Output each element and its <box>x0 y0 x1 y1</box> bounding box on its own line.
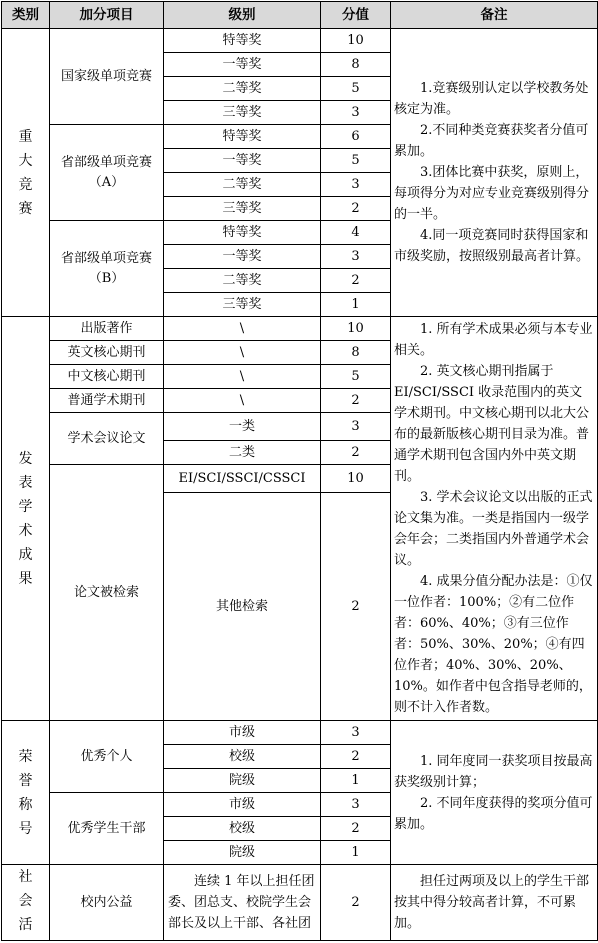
level-cell: 二等奖 <box>164 269 321 293</box>
level-cell: 一类 <box>164 413 321 441</box>
level-cell: 三等奖 <box>164 293 321 317</box>
score-cell: 3 <box>321 721 391 745</box>
level-cell: 其他检索 <box>164 493 321 721</box>
item-cadre: 优秀学生干部 <box>50 793 164 865</box>
item-cn-core: 中文核心期刊 <box>50 365 164 389</box>
level-cell: 特等奖 <box>164 221 321 245</box>
category-honor: 荣誉称号 <box>2 721 50 865</box>
score-cell: 2 <box>321 197 391 221</box>
score-cell: 10 <box>321 317 391 341</box>
score-cell: 5 <box>321 365 391 389</box>
score-cell: 4 <box>321 221 391 245</box>
level-cell: 院级 <box>164 769 321 793</box>
item-subname: （B） <box>88 270 125 286</box>
item-general: 普通学术期刊 <box>50 389 164 413</box>
score-cell: 10 <box>321 29 391 53</box>
level-social <box>164 865 321 941</box>
remark-academic <box>391 317 598 721</box>
score-cell: 6 <box>321 125 391 149</box>
item-en-core: 英文核心期刊 <box>50 341 164 365</box>
score-cell: 2 <box>321 441 391 465</box>
level-text: 连续 1 年以上担任团委、团总支、校院学生会部长及以上干部、各社团 <box>168 874 315 931</box>
score-cell: 2 <box>321 745 391 769</box>
item-provincial-b <box>50 221 164 317</box>
remark-line: 3. 学术会议论文以出版的正式论文集为准。一类是指国内一级学会年会；二类指国内外普通学术会议。 <box>394 490 593 568</box>
item-indexed: 论文被检索 <box>50 465 164 721</box>
table-row <box>2 721 598 745</box>
remark-line: 1. 所有学术成果必须与本专业相关。 <box>394 322 593 358</box>
score-cell: 3 <box>321 245 391 269</box>
item-subname: （A） <box>88 174 125 190</box>
level-cell: 三等奖 <box>164 197 321 221</box>
score-cell: 3 <box>321 101 391 125</box>
level-cell: 院级 <box>164 841 321 865</box>
remark-line: 3.团体比赛中获奖，原则上，每项得分为对应专业竞赛级别得分的一半。 <box>394 165 590 222</box>
header-level: 级别 <box>164 2 321 29</box>
category-competition: 重大竞赛 <box>2 29 50 317</box>
category-social: 社会活 <box>2 865 50 941</box>
level-cell: 校级 <box>164 745 321 769</box>
score-cell: 10 <box>321 465 391 493</box>
category-academic: 发表学术成果 <box>2 317 50 721</box>
score-cell: 3 <box>321 793 391 817</box>
score-cell: 2 <box>321 865 391 941</box>
level-cell: 校级 <box>164 817 321 841</box>
header-category: 类别 <box>2 2 50 29</box>
level-cell: 一等奖 <box>164 53 321 77</box>
level-cell: EI/SCI/SSCI/CSSCI <box>164 465 321 493</box>
level-cell: 特等奖 <box>164 125 321 149</box>
remark-line: 2. 不同年度获得的奖项分值可累加。 <box>394 795 593 832</box>
remark-competition <box>391 29 598 317</box>
item-conference: 学术会议论文 <box>50 413 164 465</box>
score-cell: 5 <box>321 77 391 101</box>
level-cell: 一等奖 <box>164 149 321 173</box>
level-cell: \ <box>164 389 321 413</box>
header-remark: 备注 <box>391 2 598 29</box>
score-cell: 8 <box>321 341 391 365</box>
score-cell: 8 <box>321 53 391 77</box>
header-score: 分值 <box>321 2 391 29</box>
table-row <box>2 317 598 341</box>
score-cell: 1 <box>321 769 391 793</box>
table-row <box>2 865 598 941</box>
item-national-competition: 国家级单项竞赛 <box>50 29 164 125</box>
item-provincial-a <box>50 125 164 221</box>
remark-social <box>391 865 598 941</box>
score-cell: 5 <box>321 149 391 173</box>
level-cell: 二等奖 <box>164 173 321 197</box>
level-cell: 特等奖 <box>164 29 321 53</box>
score-cell: 2 <box>321 493 391 721</box>
table-row <box>2 29 598 53</box>
item-book: 出版著作 <box>50 317 164 341</box>
score-cell: 1 <box>321 841 391 865</box>
item-name: 省部级单项竞赛 <box>60 250 152 266</box>
item-name: 省部级单项竞赛 <box>60 154 152 170</box>
remark-line: 2. 英文核心期刊指属于EI/SCI/SSCI 收录范围内的英文学术期刊。中文核心期刊以北大公布的最新版核心期刊目录为准。普通学术期刊包含国内外中英文期刊。 <box>394 364 590 484</box>
level-cell: \ <box>164 341 321 365</box>
item-individual: 优秀个人 <box>50 721 164 793</box>
level-cell: \ <box>164 317 321 341</box>
level-cell: 三等奖 <box>164 101 321 125</box>
level-cell: 市级 <box>164 793 321 817</box>
level-cell: 二类 <box>164 441 321 465</box>
remark-line: 4.同一项竞赛同时获得国家和市级奖励，按照级别最高者计算。 <box>394 228 590 264</box>
level-cell: \ <box>164 365 321 389</box>
score-cell: 2 <box>321 389 391 413</box>
remark-line: 1.竞赛级别认定以学校教务处核定为准。 <box>394 81 589 117</box>
remark-line: 2.不同种类竞赛获奖者分值可累加。 <box>394 123 589 159</box>
table-header-row <box>2 2 598 29</box>
header-item: 加分项目 <box>50 2 164 29</box>
score-cell: 2 <box>321 817 391 841</box>
remark-honor <box>391 721 598 865</box>
remark-line: 1. 同年度同一获奖项目按最高获奖级别计算； <box>394 753 593 790</box>
remark-line: 担任过两项及以上的学生干部按其中得分较高者计算，不可累加。 <box>394 874 590 931</box>
score-cell: 3 <box>321 173 391 197</box>
score-cell: 1 <box>321 293 391 317</box>
score-cell: 2 <box>321 269 391 293</box>
score-cell: 3 <box>321 413 391 441</box>
remark-line: 4. 成果分值分配办法是：①仅一位作者：100%；②有二位作者：60%、40%；③有三位作者：50%、30%、20%；④有四位作者；40%、30%、20%、10%。如作者中包含指导老师的，则不计入作者数。 <box>394 574 593 715</box>
level-cell: 二等奖 <box>164 77 321 101</box>
item-public-welfare: 校内公益 <box>50 865 164 941</box>
level-cell: 市级 <box>164 721 321 745</box>
bonus-points-table <box>1 1 598 941</box>
level-cell: 一等奖 <box>164 245 321 269</box>
